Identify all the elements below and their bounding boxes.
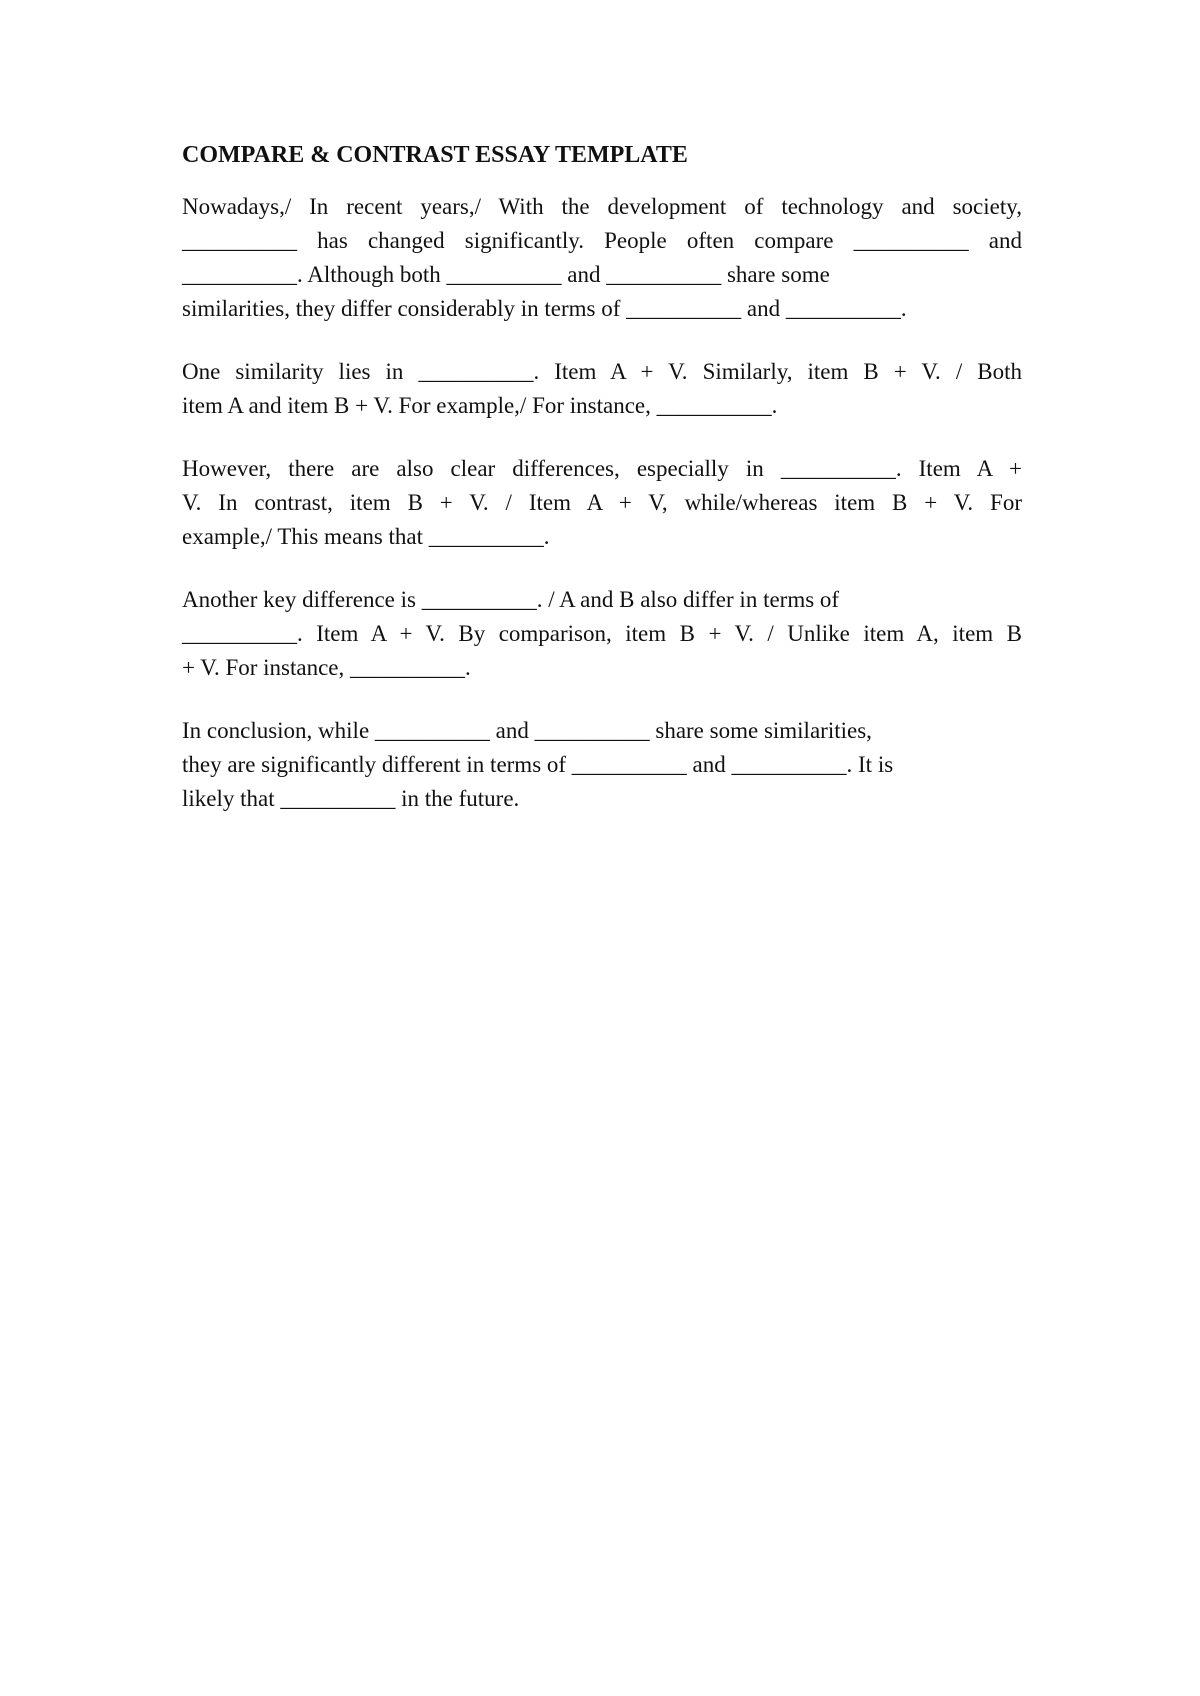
paragraph-line: __________. Item A + V. By comparison, item B + V. / Unlike item A, item B bbox=[182, 621, 1022, 647]
paragraph-line: V. In contrast, item B + V. / Item A + V, while/whereas item B + V. For bbox=[182, 490, 1022, 516]
paragraph-line: __________ has changed significantly. People often compare __________ and bbox=[182, 228, 1022, 254]
paragraph-difference-1 bbox=[182, 452, 1022, 554]
paragraph-difference-2 bbox=[182, 583, 1022, 685]
paragraph-line: similarities, they differ considerably in terms of __________ and __________. bbox=[182, 296, 907, 322]
paragraph-line: likely that __________ in the future. bbox=[182, 786, 520, 812]
document-content bbox=[182, 136, 1022, 845]
document-title: COMPARE & CONTRAST ESSAY TEMPLATE bbox=[182, 142, 688, 168]
paragraph-line: Nowadays,/ In recent years,/ With the development of technology and society, bbox=[182, 194, 1022, 220]
paragraph-similarity bbox=[182, 355, 1022, 423]
paragraph-introduction bbox=[182, 190, 1022, 326]
paragraph-line: In conclusion, while __________ and __________ share some similarities, bbox=[182, 718, 872, 744]
paragraph-line: __________. Although both __________ and __________ share some bbox=[182, 262, 830, 288]
paragraph-conclusion bbox=[182, 714, 1022, 816]
paragraph-line: One similarity lies in __________. Item A + V. Similarly, item B + V. / Both bbox=[182, 359, 1022, 385]
paragraph-line: item A and item B + V. For example,/ For instance, __________. bbox=[182, 393, 778, 419]
paragraph-line: However, there are also clear differences, especially in __________. Item A + bbox=[182, 456, 1022, 482]
paragraph-line: + V. For instance, __________. bbox=[182, 655, 471, 681]
paragraph-line: Another key difference is __________. / A and B also differ in terms of bbox=[182, 587, 840, 613]
paragraph-line: they are significantly different in terms of __________ and __________. It is bbox=[182, 752, 894, 778]
paragraph-line: example,/ This means that __________. bbox=[182, 524, 550, 550]
